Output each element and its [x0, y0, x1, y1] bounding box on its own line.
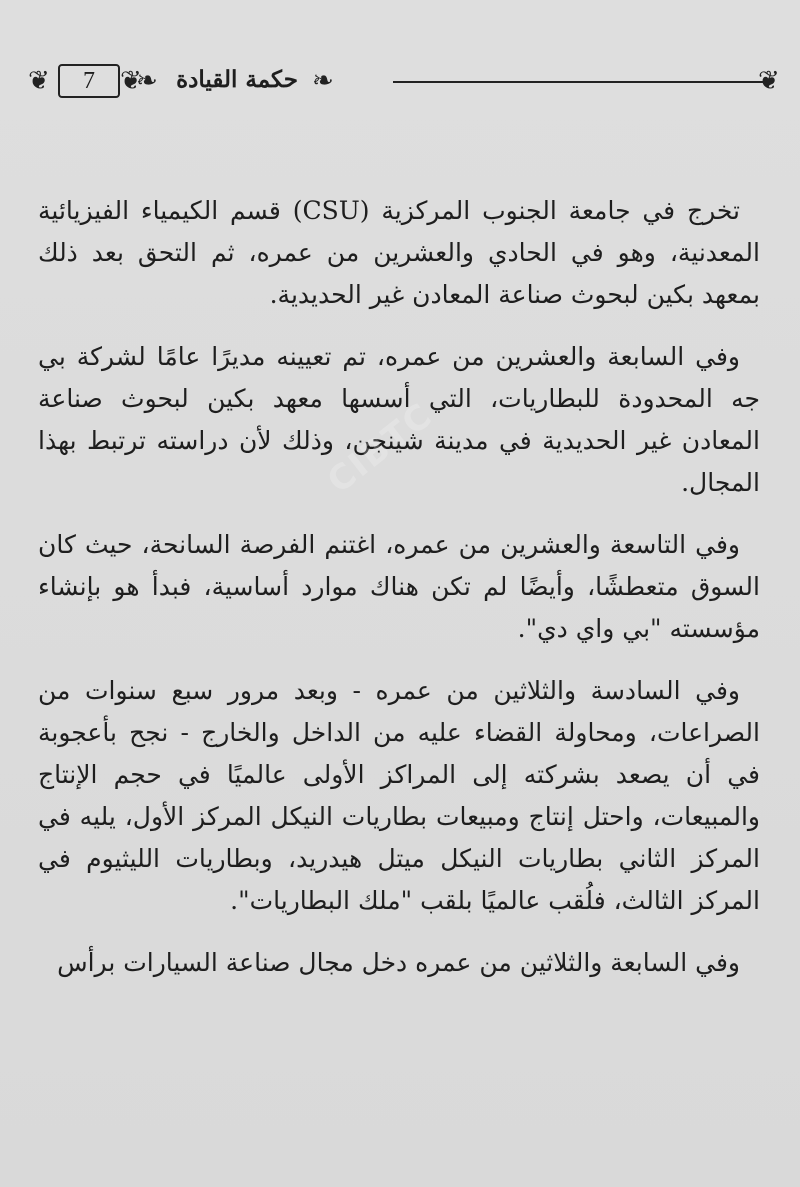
paragraph: وفي السابعة والعشرين من عمره، تم تعيينه مديرًا عامًا لشركة بي جه المحدودة للبطاريات، التي أسسها معهد بكين لبحوث صناعة المعادن غير الحديدية في مدينة شينجن، وذلك لأن دراسته ترتبط بهذا المجال. [38, 342, 760, 497]
ornament-icon: ❦ [120, 66, 142, 96]
ornament-icon: ❧ [312, 66, 334, 96]
page-header [28, 60, 780, 100]
body-text [38, 190, 760, 1004]
running-title: حكمة القيادة [176, 66, 298, 93]
ornament-icon: ❦ [758, 66, 780, 96]
header-rule [393, 81, 763, 83]
page-number: 7 [58, 64, 120, 98]
ornament-icon: ❧ [136, 66, 158, 96]
paragraph: وفي السادسة والثلاثين من عمره - وبعد مرور سبع سنوات من الصراعات، ومحاولة القضاء عليه من الداخل والخارج - نجح بأعجوبة في أن يصعد بشركته إلى المراكز الأولى عالميًا في حجم الإنتاج والمبيعات، واحتل إنتاج ومبيعات بطاريات النيكل المركز الأول، يليه في المركز الثاني بطاريات النيكل ميتل هيدريد، وبطاريات الليثيوم في المركز الثالث، فلُقب عالميًا بلقب "ملك البطاريات". [38, 676, 760, 915]
paragraph: وفي التاسعة والعشرين من عمره، اغتنم الفرصة السانحة، حيث كان السوق متعطشًا، وأيضًا لم تكن هناك موارد أساسية، فبدأ هو بإنشاء مؤسسته "بي واي دي". [38, 530, 760, 643]
paragraph: تخرج في جامعة الجنوب المركزية (CSU) قسم الكيمياء الفيزيائية المعدنية، وهو في الحادي والعشرين من عمره، ثم التحق بعد ذلك بمعهد بكين لبحوث صناعة المعادن غير الحديدية. [38, 196, 760, 309]
watermark: CIBTC [320, 395, 441, 502]
paragraph: وفي السابعة والثلاثين من عمره دخل مجال صناعة السيارات برأس [57, 948, 740, 977]
ornament-icon: ❦ [28, 66, 50, 96]
